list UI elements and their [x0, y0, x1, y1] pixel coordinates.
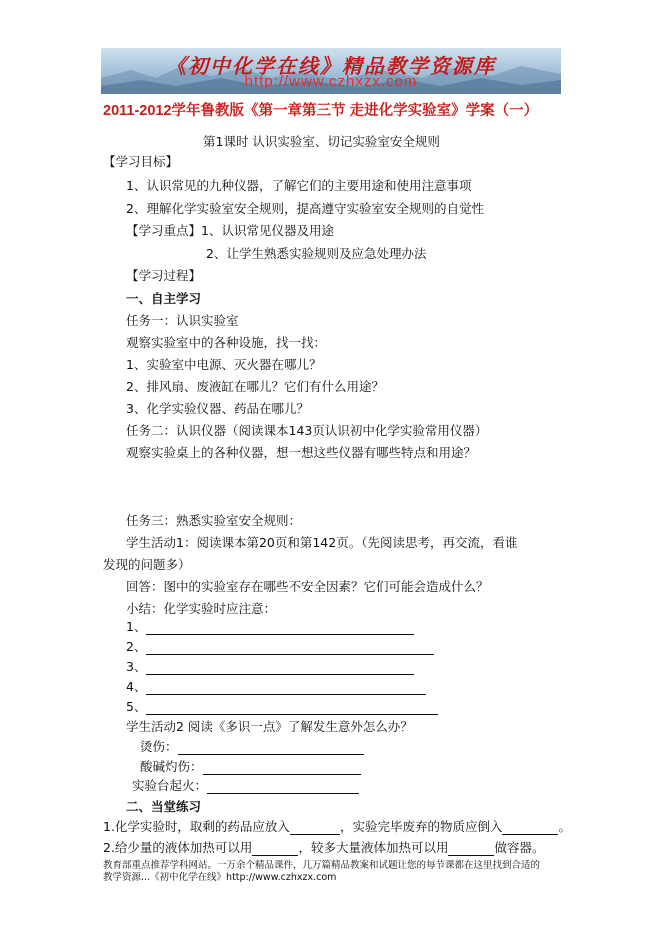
accident-row: 烫伤： [140, 737, 364, 755]
header-banner [101, 48, 561, 94]
practice-blank[interactable] [448, 841, 494, 856]
key-points-line1: 【学习重点】1、认识常见仪器及用途 [126, 223, 334, 238]
banner-url[interactable]: http://www.czhxzx.com [244, 73, 418, 90]
answer-prompt: 回答：图中的实验室存在哪些不安全因素？它们可能会造成什么？ [126, 579, 489, 594]
answer-blank[interactable] [146, 660, 414, 675]
objectives-heading: 【学习目标】 [103, 154, 179, 169]
blank-row: 3、 [126, 657, 414, 675]
task-three: 任务三：熟悉实验室安全规则： [126, 513, 302, 528]
footer-line2: 教学资源...《初中化学在线》http://www.czhxzx.com [103, 872, 337, 883]
task-two: 任务二：认识仪器（阅读课本143页认识初中化学实验常用仪器） [126, 423, 488, 438]
answer-blank[interactable] [146, 700, 438, 715]
footer-line1: 教育部重点推荐学科网站。一万余个精品课件，几万篇精品教案和试题让您的每节课都在这里找到合适的 [103, 860, 541, 871]
banner-title: 《初中化学在线》精品教学资源库 [166, 54, 496, 78]
practice-question-2: 2.给少量的液体加热可以用 ，较多大量液体加热可以用 做容器。 [103, 840, 545, 855]
page-title: 2011-2012学年鲁教版《第一章第三节 走进化学实验室》学案（一） [103, 103, 539, 119]
accident-row: 实验台起火： [132, 776, 359, 794]
blank-row: 4、 [126, 677, 426, 695]
practice-blank[interactable] [502, 820, 558, 835]
task-one-intro: 观察实验室中的各种设施，找一找： [126, 335, 327, 350]
blank-row: 5、 [126, 697, 438, 715]
key-points-line2: 2、让学生熟悉实验规则及应急处理办法 [206, 246, 427, 261]
task-one-question: 1、实验室中电源、灭火器在哪儿？ [126, 357, 322, 372]
task-one: 任务一：认识实验室 [126, 313, 239, 328]
task-two-question: 观察实验桌上的各种仪器，想一想这些仪器有哪些特点和用途？ [126, 445, 477, 460]
activity-two: 学生活动2 阅读《多识一点》了解发生意外怎么办？ [126, 719, 413, 734]
acid-burn-blank[interactable] [203, 760, 361, 775]
activity-one-line1: 学生活动1：阅读课本第20页和第142页。（先阅读思考，再交流，看谁 [126, 535, 518, 550]
process-heading: 【学习过程】 [126, 268, 202, 283]
practice-blank[interactable] [290, 820, 340, 835]
answer-blank[interactable] [146, 640, 434, 655]
fire-blank[interactable] [207, 779, 359, 794]
summary-prompt: 小结：化学实验时应注意： [126, 601, 277, 616]
accident-row: 酸碱灼伤： [140, 757, 361, 775]
burn-blank[interactable] [178, 740, 364, 755]
task-one-question: 3、化学实验仪器、药品在哪儿？ [126, 401, 309, 416]
section-practice: 二、当堂练习 [126, 799, 202, 814]
objective-item: 1、认识常见的九种仪器，了解它们的主要用途和使用注意事项 [126, 178, 472, 193]
blank-row: 1、 [126, 617, 414, 635]
objective-item: 2、理解化学实验室安全规则，提高遵守实验室安全规则的自觉性 [126, 201, 484, 216]
answer-blank[interactable] [146, 620, 414, 635]
blank-row: 2、 [126, 637, 434, 655]
section-self-study: 一、自主学习 [126, 291, 202, 306]
practice-question-1: 1.化学实验时，取剩的药品应放入 ，实验完毕废弃的物质应倒入 。 [103, 819, 571, 834]
lesson-subtitle: 第1课时 认识实验室、切记实验室安全规则 [203, 134, 440, 149]
answer-blank[interactable] [146, 680, 426, 695]
practice-blank[interactable] [252, 841, 298, 856]
task-one-question: 2、排风扇、废液缸在哪儿？它们有什么用途？ [126, 379, 384, 394]
activity-one-line2: 发现的问题多） [103, 557, 191, 572]
